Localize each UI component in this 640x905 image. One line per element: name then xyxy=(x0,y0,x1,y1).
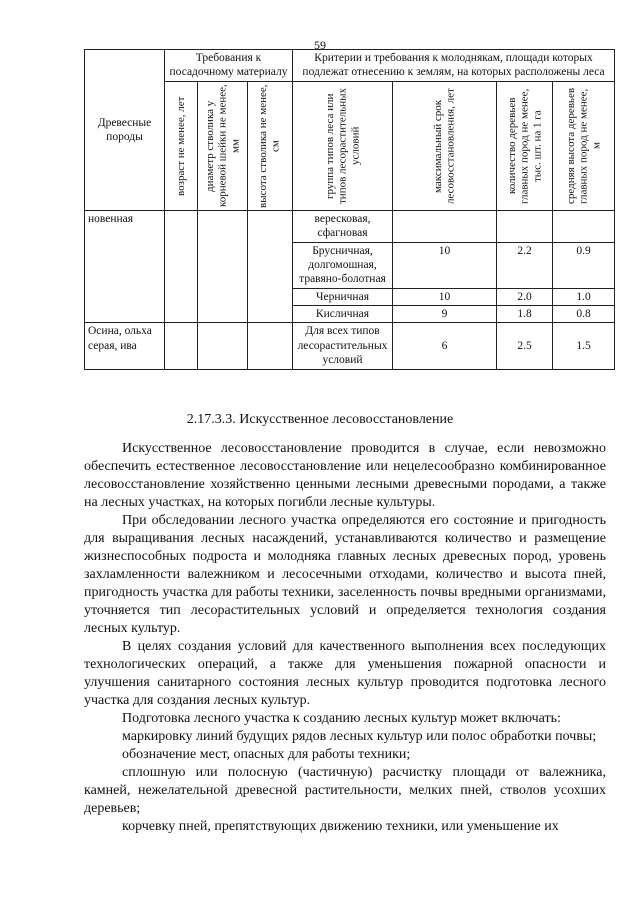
paragraph: В целях создания условий для качественного выполнения всех последующих технологических операций, а также для уменьшения пожарной опасности и улучшения санитарного состояния лесных культур проводится подготовка лесного участка для создания лесных культур. xyxy=(84,639,606,708)
section-heading: 2.17.3.3. Искусственное лесовосстановление xyxy=(186,412,454,427)
header-tree-count: количество деревьев главных пород не менее, тыс. шт. на 1 га xyxy=(505,88,543,204)
count-cell xyxy=(497,210,553,242)
header-planting-requirements: Требования к посадочному материалу xyxy=(165,50,293,82)
forest-norms-table xyxy=(84,49,615,370)
header-forest-types: группа типов леса или типов лесорастительных условий xyxy=(323,87,361,204)
avg-height-cell: 0.9 xyxy=(553,242,615,288)
count-cell: 1.8 xyxy=(497,306,553,323)
term-cell: 10 xyxy=(393,242,497,288)
header-age: возраст не менее, лет xyxy=(174,96,187,196)
forest-type-cell: вересковая, сфагновая xyxy=(293,210,393,242)
empty-cell xyxy=(248,210,293,323)
table-row xyxy=(85,210,615,242)
term-cell: 6 xyxy=(393,323,497,369)
avg-height-cell: 1.5 xyxy=(553,323,615,369)
empty-cell xyxy=(198,210,248,323)
paragraph: Искусственное лесовосстановление проводится в случае, если невозможно обеспечить естественное лесовосстановление или нецелесообразно комбинированное лесовосстановление хозяйственно ценными лесными древесными породами, а также на лесных участках, на которых погибли лесные культуры. xyxy=(84,441,606,510)
header-avg-height: средняя высота деревьев главных пород не менее, м xyxy=(564,87,602,204)
empty-cell xyxy=(165,210,198,323)
header-tree-count-cell xyxy=(497,81,553,210)
avg-height-cell: 0.8 xyxy=(553,306,615,323)
page-number: 59 xyxy=(314,38,326,52)
paragraph: При обследовании лесного участка определяются его состояние и пригодность для выращивания лесных насаждений, устанавливаются количество и размещение жизнеспособных подроста и молодняка главных лесных древесных пород, уровень захламленности валежником и лесосечными отходами, количество и высота пней, пригодность участка для работы техники, заселенность почвы вредными организмами, уточняется тип лесорастительных условий и определяется технология создания лесных культур. xyxy=(84,513,606,636)
body-text xyxy=(84,440,606,836)
list-item: сплошную или полосную (частичную) расчистку площади от валежника, камней, нежелательной древесной растительности, мелких пней, стволов усохших деревьев; xyxy=(84,765,606,816)
header-max-term-cell xyxy=(393,81,497,210)
header-young-criteria: Критерии и требования к молоднякам, площади которых подлежат отнесению к землям, на которых расположены леса xyxy=(293,50,615,82)
header-forest-types-cell xyxy=(293,81,393,210)
count-cell: 2.2 xyxy=(497,242,553,288)
header-height: высота стволика не менее, см xyxy=(257,84,282,208)
header-diameter: диаметр стволика у корневой шейки не менее, мм xyxy=(203,84,241,208)
forest-type-cell: Черничная xyxy=(293,288,393,305)
paragraph: Подготовка лесного участка к созданию лесных культур может включать: xyxy=(122,711,561,726)
list-item: корчевку пней, препятствующих движению техники, или уменьшение их xyxy=(122,819,559,834)
forest-type-cell: Брусничная, долгомошная, травяно-болотная xyxy=(293,242,393,288)
header-age-cell xyxy=(165,81,198,210)
avg-height-cell xyxy=(553,210,615,242)
header-max-term: максимальный срок лесовосстановления, лет xyxy=(431,87,457,204)
forest-type-cell: Для всех типов лесорастительных условий xyxy=(293,323,393,369)
header-species: Древесные породы xyxy=(85,50,165,211)
avg-height-cell: 1.0 xyxy=(553,288,615,305)
term-cell: 9 xyxy=(393,306,497,323)
species-cell: Осина, ольха серая, ива xyxy=(85,323,165,369)
empty-cell xyxy=(165,323,198,369)
table-row xyxy=(85,323,615,369)
forest-type-cell: Кисличная xyxy=(293,306,393,323)
empty-cell xyxy=(198,323,248,369)
list-item: маркировку линий будущих рядов лесных культур или полос обработки почвы; xyxy=(122,729,597,744)
empty-cell xyxy=(248,323,293,369)
term-cell xyxy=(393,210,497,242)
header-diameter-cell xyxy=(198,81,248,210)
count-cell: 2.0 xyxy=(497,288,553,305)
header-avg-height-cell xyxy=(553,81,615,210)
term-cell: 10 xyxy=(393,288,497,305)
header-height-cell xyxy=(248,81,293,210)
species-cell: новенная xyxy=(85,210,165,323)
list-item: обозначение мест, опасных для работы техники; xyxy=(122,747,411,762)
count-cell: 2.5 xyxy=(497,323,553,369)
